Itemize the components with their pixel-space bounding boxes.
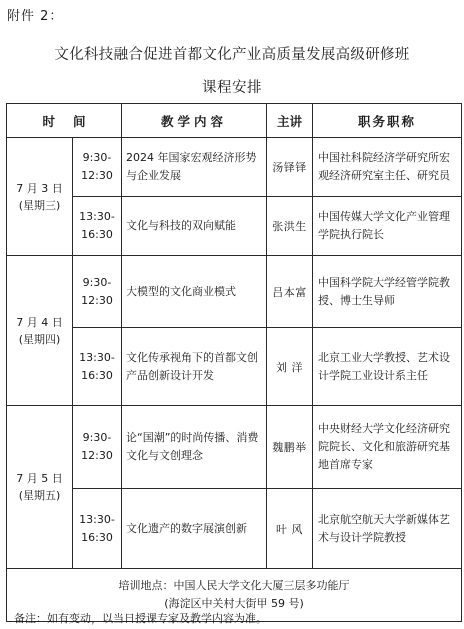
day-cell	[7, 406, 73, 569]
content-cell: 2024 年国家宏观经济形势与企业发展	[122, 138, 267, 197]
time-cell	[73, 406, 122, 489]
role-cell: 中央财经大学文化经济研究院院长、文化和旅游研究基地首席专家	[313, 406, 462, 489]
time-cell	[73, 138, 122, 197]
time-end: 12:30	[81, 169, 113, 182]
time-end: 16:30	[81, 368, 113, 382]
time-end: 16:30	[81, 228, 113, 241]
role-cell: 中国传媒大学文化产业管理学院执行院长	[313, 197, 462, 256]
role-cell: 北京工业大学教授、艺术设计学院工业设计系主任	[313, 328, 462, 406]
time-start: 13:30-	[79, 350, 115, 364]
speaker-cell: 吕本富	[267, 256, 313, 328]
time-start: 9:30-	[82, 151, 112, 164]
attachment-label: 附件 2：	[7, 9, 64, 24]
time-cell	[73, 328, 122, 406]
time-end: 12:30	[81, 293, 113, 307]
role-cell: 中国社科院经济学研究所宏观经济研究室主任、研究员	[313, 138, 462, 197]
table-row	[7, 256, 462, 328]
remark-note: 备注：如有变动，以当日授课专家及教学内容为准。	[14, 612, 267, 625]
table-row	[7, 138, 462, 197]
header-role: 职务职称	[313, 104, 462, 138]
speaker-cell: 魏鹏举	[267, 406, 313, 489]
time-start: 13:30-	[79, 210, 115, 223]
content-cell: 论“国潮”的时尚传播、消费文化与文创理念	[122, 406, 267, 489]
time-start: 9:30-	[82, 275, 112, 289]
document-title: 文化科技融合促进首都文化产业高质量发展高级研修班	[54, 47, 410, 63]
venue-address: (海淀区中关村大街甲 59 号)	[164, 597, 304, 610]
table-row	[7, 328, 462, 406]
speaker-cell: 汤铎铎	[267, 138, 313, 197]
content-cell: 文化与科技的双向赋能	[122, 197, 267, 256]
day-date: 7 月 4 日	[16, 315, 63, 329]
time-cell	[73, 489, 122, 569]
time-start: 9:30-	[82, 431, 112, 444]
time-end: 16:30	[81, 530, 113, 544]
header-time: 时间	[7, 104, 122, 138]
speaker-cell: 刘 洋	[267, 328, 313, 406]
table-header-row	[7, 104, 462, 138]
header-speaker: 主讲	[267, 104, 313, 138]
time-end: 12:30	[81, 449, 113, 462]
day-weekday: (星期五)	[18, 489, 61, 502]
schedule-table	[6, 103, 462, 622]
table-row	[7, 489, 462, 569]
day-date: 7 月 5 日	[16, 472, 63, 485]
day-weekday: (星期四)	[18, 332, 61, 346]
role-cell: 中国科学院大学经管学院教授、博士生导师	[313, 256, 462, 328]
content-cell: 大模型的文化商业模式	[122, 256, 267, 328]
speaker-cell: 叶 风	[267, 489, 313, 569]
header-content: 教学内容	[122, 104, 267, 138]
day-date: 7 月 3 日	[16, 181, 63, 195]
day-weekday: (星期三)	[18, 198, 61, 212]
content-cell: 文化传承视角下的首都文创产品创新设计开发	[122, 328, 267, 406]
day-cell	[7, 256, 73, 406]
time-cell	[73, 256, 122, 328]
role-cell: 北京航空航天大学新媒体艺术与设计学院教授	[313, 489, 462, 569]
venue-line: 培训地点：中国人民大学文化大厦三层多功能厅	[118, 579, 350, 592]
document-subtitle: 课程安排	[202, 80, 262, 96]
table-row	[7, 406, 462, 489]
time-start: 13:30-	[79, 512, 115, 526]
table-row	[7, 197, 462, 256]
time-cell	[73, 197, 122, 256]
speaker-cell: 张洪生	[267, 197, 313, 256]
content-cell: 文化遗产的数字展演创新	[122, 489, 267, 569]
day-cell	[7, 138, 73, 256]
